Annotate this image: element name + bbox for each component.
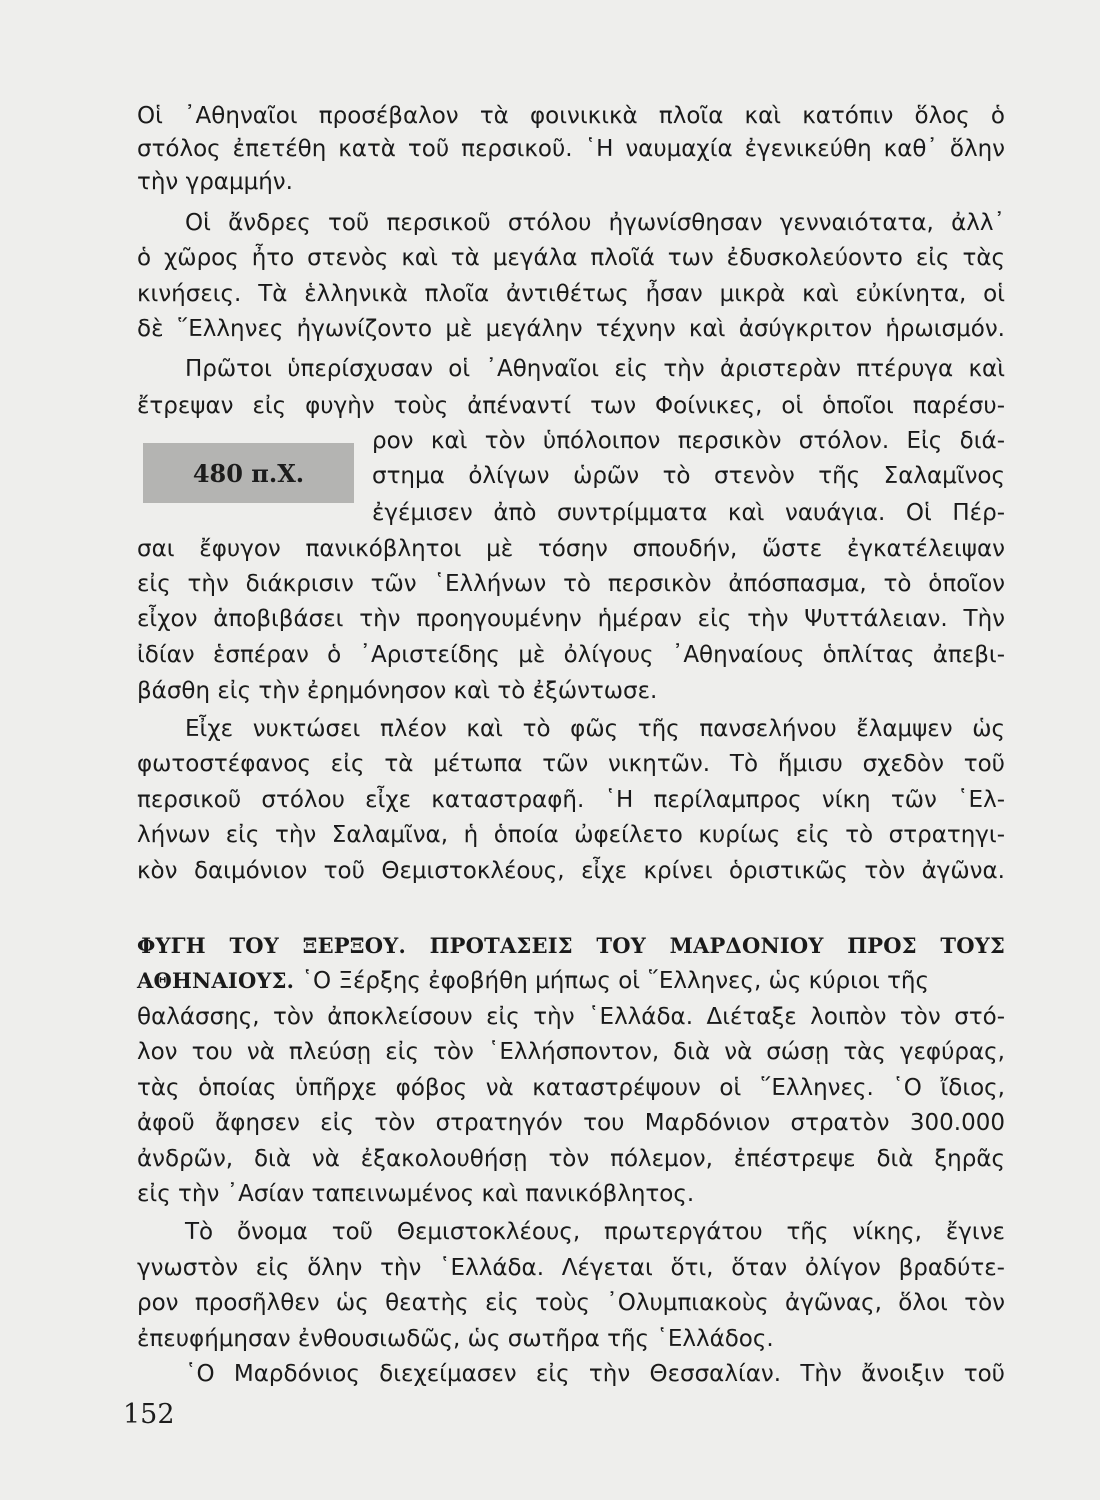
text-line: δὲ ῞Ελληνες ἠγωνίζοντο μὲ μεγάλην τέχνην καὶ ἀσύγκριτον ἡρωισμόν. <box>137 316 1005 342</box>
text-line: λον του νὰ πλεύσῃ εἰς τὸν ῾Ελλήσποντον, διὰ νὰ σώσῃ τὰς γεφύρας, <box>137 1039 1005 1065</box>
text-line: σαι ἔφυγον πανικόβλητοι μὲ τόσην σπουδήν, ὥστε ἐγκατέλειψαν <box>137 536 1005 562</box>
text-line: φωτοστέφανος εἰς τὰ μέτωπα τῶν νικητῶν. Τὸ ἥμισυ σχεδὸν τοῦ <box>137 751 1005 777</box>
text-line: κὸν δαιμόνιον τοῦ Θεμιστοκλέους, εἶχε κρίνει ὁριστικῶς τὸν ἀγῶνα. <box>137 858 1005 884</box>
text-line: ῾Ο Ξέρξης ἐφοβήθη μήπως οἱ ῞Ελληνες, ὡς κύριοι τῆς <box>294 968 930 994</box>
side-note-date: 480 π.Χ. <box>192 459 305 488</box>
text-line: περσικοῦ στόλου εἶχε καταστραφῆ. ῾Η περίλαμπρος νίκη τῶν ῾Ελ- <box>137 787 1005 813</box>
side-note-box <box>143 443 354 503</box>
text-line: τὰς ὁποίας ὑπῆρχε φόβος νὰ καταστρέψουν οἱ ῞Ελληνες. ῾Ο ἴδιος, <box>137 1075 1005 1101</box>
text-line: ἰδίαν ἑσπέραν ὁ ᾿Αριστείδης μὲ ὀλίγους ᾿Αθηναίους ὁπλίτας ἀπεβι- <box>137 642 1005 668</box>
text-line: ἐπευφήμησαν ἐνθουσιωδῶς, ὡς σωτῆρα τῆς ῾Ελλάδος. <box>137 1326 774 1352</box>
text-line: Πρῶτοι ὑπερίσχυσαν οἱ ᾿Αθηναῖοι εἰς τὴν ἀριστερὰν πτέρυγα καὶ <box>185 356 1005 382</box>
text-line: βάσθη εἰς τὴν ἐρημόνησον καὶ τὸ ἐξώντωσε. <box>137 678 658 704</box>
text-line: Εἶχε νυκτώσει πλέον καὶ τὸ φῶς τῆς πανσελήνου ἔλαμψεν ὡς <box>185 716 1005 742</box>
text-line: ἀνδρῶν, διὰ νὰ ἐξακολουθήσῃ τὸν πόλεμον, ἐπέστρεψε διὰ ξηρᾶς <box>137 1146 1005 1172</box>
text-line: θαλάσσης, τὸν ἀποκλείσουν εἰς τὴν ῾Ελλάδα. Διέταξε λοιπὸν τὸν στό- <box>137 1004 1005 1030</box>
text-line: λήνων εἰς τὴν Σαλαμῖνα, ἡ ὁποία ὠφείλετο κυρίως εἰς τὸ στρατηγι- <box>137 822 1005 848</box>
text-line: Τὸ ὄνομα τοῦ Θεμιστοκλέους, πρωτεργάτου τῆς νίκης, ἔγινε <box>185 1219 1005 1245</box>
section-heading-end: ΑΘΗΝΑΙΟΥΣ. <box>137 968 295 993</box>
text-line: ἔτρεψαν εἰς φυγὴν τοὺς ἀπέναντί των Φοίνικες, οἱ ὁποῖοι παρέσυ- <box>137 393 1005 419</box>
section-heading: ΦΥΓΗ ΤΟΥ ΞΕΡΞΟΥ. ΠΡΟΤΑΣΕΙΣ ΤΟΥ ΜΑΡΔΟΝΙΟΥ ΠΡΟΣ ΤΟΥΣ <box>137 933 1005 958</box>
text-line: εἰς τὴν ᾿Ασίαν ταπεινωμένος καὶ πανικόβλητος. <box>137 1181 695 1207</box>
text-line: στόλος ἐπετέθη κατὰ τοῦ περσικοῦ. ῾Η ναυμαχία ἐγενικεύθη καθ᾿ ὅλην <box>137 136 1005 162</box>
text-line: στημα ὀλίγων ὡρῶν τὸ στενὸν τῆς Σαλαμῖνος <box>372 463 1005 489</box>
text-line: ἀφοῦ ἄφησεν εἰς τὸν στρατηγόν του Μαρδόνιον στρατὸν 300.000 <box>137 1110 1005 1136</box>
text-line: ῾Ο Μαρδόνιος διεχείμασεν εἰς τὴν Θεσσαλίαν. Τὴν ἄνοιξιν τοῦ <box>185 1361 1005 1387</box>
text-line: γνωστὸν εἰς ὅλην τὴν ῾Ελλάδα. Λέγεται ὅτι, ὅταν ὀλίγον βραδύτε- <box>137 1255 1005 1281</box>
text-line: εἰς τὴν διάκρισιν τῶν ῾Ελλήνων τὸ περσικὸν ἀπόσπασμα, τὸ ὁποῖον <box>137 571 1005 597</box>
text-line: ρον καὶ τὸν ὑπόλοιπον περσικὸν στόλον. Εἰς διά- <box>372 428 1005 454</box>
text-line: ὁ χῶρος ἦτο στενὸς καὶ τὰ μεγάλα πλοῖά των ἐδυσκολεύοντο εἰς τὰς <box>137 245 1005 271</box>
text-line: ρον προσῆλθεν ὡς θεατὴς εἰς τοὺς ᾿Ολυμπιακοὺς ἀγῶνας, ὅλοι τὸν <box>137 1290 1005 1316</box>
section-heading-line-2 <box>137 965 1005 997</box>
page-number: 152 <box>123 1399 175 1430</box>
text-line: Οἱ ἄνδρες τοῦ περσικοῦ στόλου ἠγωνίσθησαν γενναιότατα, ἀλλ᾿ <box>185 210 1005 236</box>
text-line: εἶχον ἀποβιβάσει τὴν προηγουμένην ἡμέραν εἰς τὴν Ψυττάλειαν. Τὴν <box>137 606 1005 632</box>
text-line: κινήσεις. Τὰ ἑλληνικὰ πλοῖα ἀντιθέτως ἦσαν μικρὰ καὶ εὐκίνητα, οἱ <box>137 281 1005 307</box>
text-line: Οἱ ᾿Αθηναῖοι προσέβαλον τὰ φοινικικὰ πλοῖα καὶ κατόπιν ὅλος ὁ <box>137 103 1005 129</box>
text-line: ἐγέμισεν ἀπὸ συντρίμματα καὶ ναυάγια. Οἱ Πέρ- <box>372 500 1005 526</box>
text-line: τὴν γραμμήν. <box>137 169 293 195</box>
